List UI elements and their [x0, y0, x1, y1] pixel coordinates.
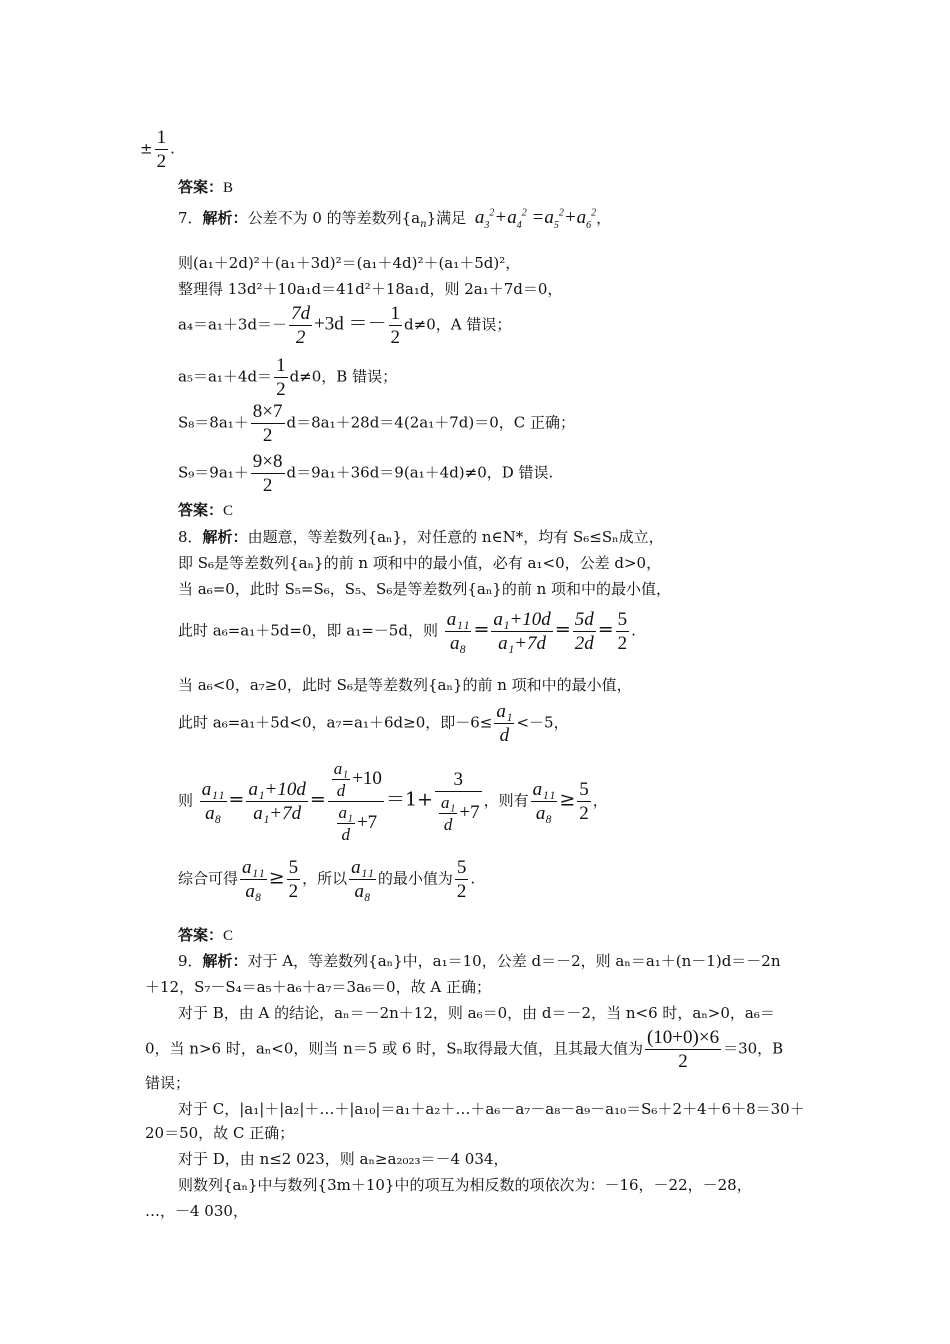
q7-line2: 则(a₁＋2d)²＋(a₁＋3d)²＝(a₁＋4d)²＋(a₁＋5d)²， [178, 254, 521, 272]
q8-line6: 此时 a₆=a₁＋5d<0，a₇=a₁＋6d≥0，即－6≤ $\frac{\text{a₁}}{d}$ <－5， [178, 701, 569, 746]
q7-line3: 整理得 13d²＋10a₁d＝41d²＋18a₁d，则 2a₁＋7d＝0， [178, 280, 563, 298]
fraction: $\frac{5}{2}$ [456, 857, 467, 902]
q8-line2: 即 S₆是等差数列{aₙ}的前 n 项和中的最小值，必有 a₁<0，公差 d>0， [178, 554, 662, 572]
fraction: $\frac{1}{2}$ [276, 355, 286, 400]
intro-fraction-line: ± $\frac{1}{2}$ . [140, 127, 175, 172]
answer-7: 答案：C [178, 501, 234, 519]
fraction: $\frac{1}{2}$ [390, 303, 401, 348]
half-fraction: $\frac{1}{2}$ [156, 127, 167, 172]
plus-minus: ± [140, 139, 153, 158]
q8-line3: 当 a₆=0，此时 S₅=S₆，S₅、S₆是等差数列{aₙ}的前 n 项和中的最小值， [178, 580, 672, 598]
fraction: $\frac{5}{2}$ [579, 779, 589, 824]
fraction: $\frac{\text{a₁+10d}}{\text{a₁+7d}}$ [248, 779, 306, 824]
q9-line4: 0，当 n>6 时，aₙ<0，则当 n＝5 或 6 时，Sₙ取得最大值，且其最大值为 $\frac{(10+0)\times 6}{2}$ ＝30，B [145, 1027, 784, 1072]
fraction: $\frac{(10+0)\times 6}{2}$ [646, 1027, 720, 1072]
fraction: $\frac{\text{a₁₁}}{\text{a₈}}$ [242, 857, 265, 902]
compound-fraction: $\frac{\text{a₁}}{d}$ +10 $\frac{\text{a₁}}{d}$ +7 [328, 760, 384, 843]
fraction: $\frac{5d}{2d}$ [574, 609, 594, 654]
q7-a5-line: a₅＝a₁＋4d＝ $\frac{1}{2}$ d≠0，B 错误； [178, 355, 398, 400]
q9-line2: ＋12，S₇－S₄＝a₅＋a₆＋a₇＝3a₆＝0，故 A 正确； [145, 978, 491, 996]
q9-line6: 对于 C，|a₁|＋|a₂|＋…＋|a₁₀|＝a₁＋a₂＋…＋a₆－a₇－a₈－a₉－a₁₀＝S₆＋2＋4＋6＋8＝30＋ [178, 1100, 805, 1118]
fraction: $\frac{\text{a₁₁}}{\text{a₈}}$ [201, 779, 225, 824]
fraction: $\frac{5}{2}$ [288, 857, 299, 902]
q9-line5: 错误； [145, 1074, 191, 1092]
q7-s9-line: S₉＝9a₁＋ $\frac{9\times 8}{2}$ d＝9a₁＋36d＝9(a₁＋4d)≠0，D 错误. [178, 451, 554, 496]
answer-6: 答案：B [178, 178, 234, 196]
q7-s8-line: S₈＝8a₁＋ $\frac{8\times 7}{2}$ d＝8a₁＋28d＝4(2a₁＋7d)＝0，C 正确； [178, 401, 575, 446]
fraction: $\frac{\text{a₁}}{d}$ [496, 701, 513, 746]
q9-line1: 9．解析：对于 A，等差数列{aₙ}中，a₁＝10，公差 d＝－2，则 aₙ＝a₁＋(n－1)d＝－2n [178, 952, 781, 970]
fraction: $\frac{\text{a₁₁}}{\text{a₈}}$ [532, 779, 556, 824]
fraction: $\frac{\text{a₁₁}}{\text{a₈}}$ [351, 857, 374, 902]
answer-8: 答案：C [178, 926, 234, 944]
fraction: $\frac{\text{a₁+10d}}{\text{a₁+7d}}$ [493, 609, 551, 654]
q8-line7: 则 $\frac{\text{a₁₁}}{\text{a₈}}$ = $\frac{\text{a₁+10d}}{\text{a₁+7d}}$ = $\frac{\text{a₁}}{d}$ +10 $\frac{\text{a₁}}{d}$ +7 ＝1+ 3 $\frac{\text{a₁}}{d}$ +7 ，则有 $\frac{\text{a₁₁}}{\text{a₈}}$ ≥ $\frac{5}{2}$ ， [178, 759, 608, 844]
q9-line3: 对于 B，由 A 的结论，aₙ＝－2n＋12，则 a₆＝0，由 d＝－2，当 n<6 时，aₙ>0，a₆＝ [178, 1004, 775, 1022]
q7-line1: 7．解析：公差不为 0 的等差数列$\{a_n\}$满足 $a_3^2+a_4^2 =a_5^2+a_6^2$， [178, 207, 612, 231]
fraction: $\frac{7d}{2}$ [291, 303, 311, 348]
q7-a4-line: a₄＝a₁＋3d＝－ $\frac{7d}{2}$ +3d ＝－ $\frac{1}{2}$ d≠0，A 错误； [178, 303, 512, 348]
q9-line10: …，－4 030， [145, 1202, 248, 1220]
q9-line9: 则数列{aₙ}中与数列{3m＋10}中的项互为相反数的项依次为：－16，－22，－28， [178, 1176, 752, 1194]
q9-line8: 对于 D，由 n≤2 023，则 aₙ≥a₂₀₂₃＝－4 034， [178, 1150, 509, 1168]
q8-line8: 综合可得 $\frac{\text{a₁₁}}{\text{a₈}}$ ≥ $\frac{5}{2}$ ，所以 $\frac{\text{a₁₁}}{\text{a₈}}$ 的最小值为 $\frac{5}{2}$ . [178, 857, 476, 902]
q8-line1: 8．解析：由题意，等差数列{aₙ}，对任意的 n∈N*，均有 S₆≤Sₙ成立， [178, 528, 664, 546]
fraction: $\frac{5}{2}$ [617, 609, 628, 654]
q8-line4: 此时 a₆=a₁＋5d=0，即 a₁=－5d，则 $\frac{\text{a₁₁}}{\text{a₈}}$ = $\frac{\text{a₁+10d}}{\text{a₁+7d}}$ = $\frac{5d}{2d}$ = $\frac{5}{2}$ . [178, 609, 636, 654]
q9-line7: 20＝50，故 C 正确； [145, 1124, 295, 1142]
fraction: 3 $\frac{\text{a₁}}{d}$ +7 [435, 770, 482, 833]
fraction: $\frac{9\times 8}{2}$ [252, 451, 283, 496]
fraction: $\frac{8\times 7}{2}$ [252, 401, 283, 446]
fraction: $\frac{\text{a₁₁}}{\text{a₈}}$ [446, 609, 470, 654]
q8-line5: 当 a₆<0，a₇≥0，此时 S₆是等差数列{aₙ}的前 n 项和中的最小值， [178, 676, 632, 694]
